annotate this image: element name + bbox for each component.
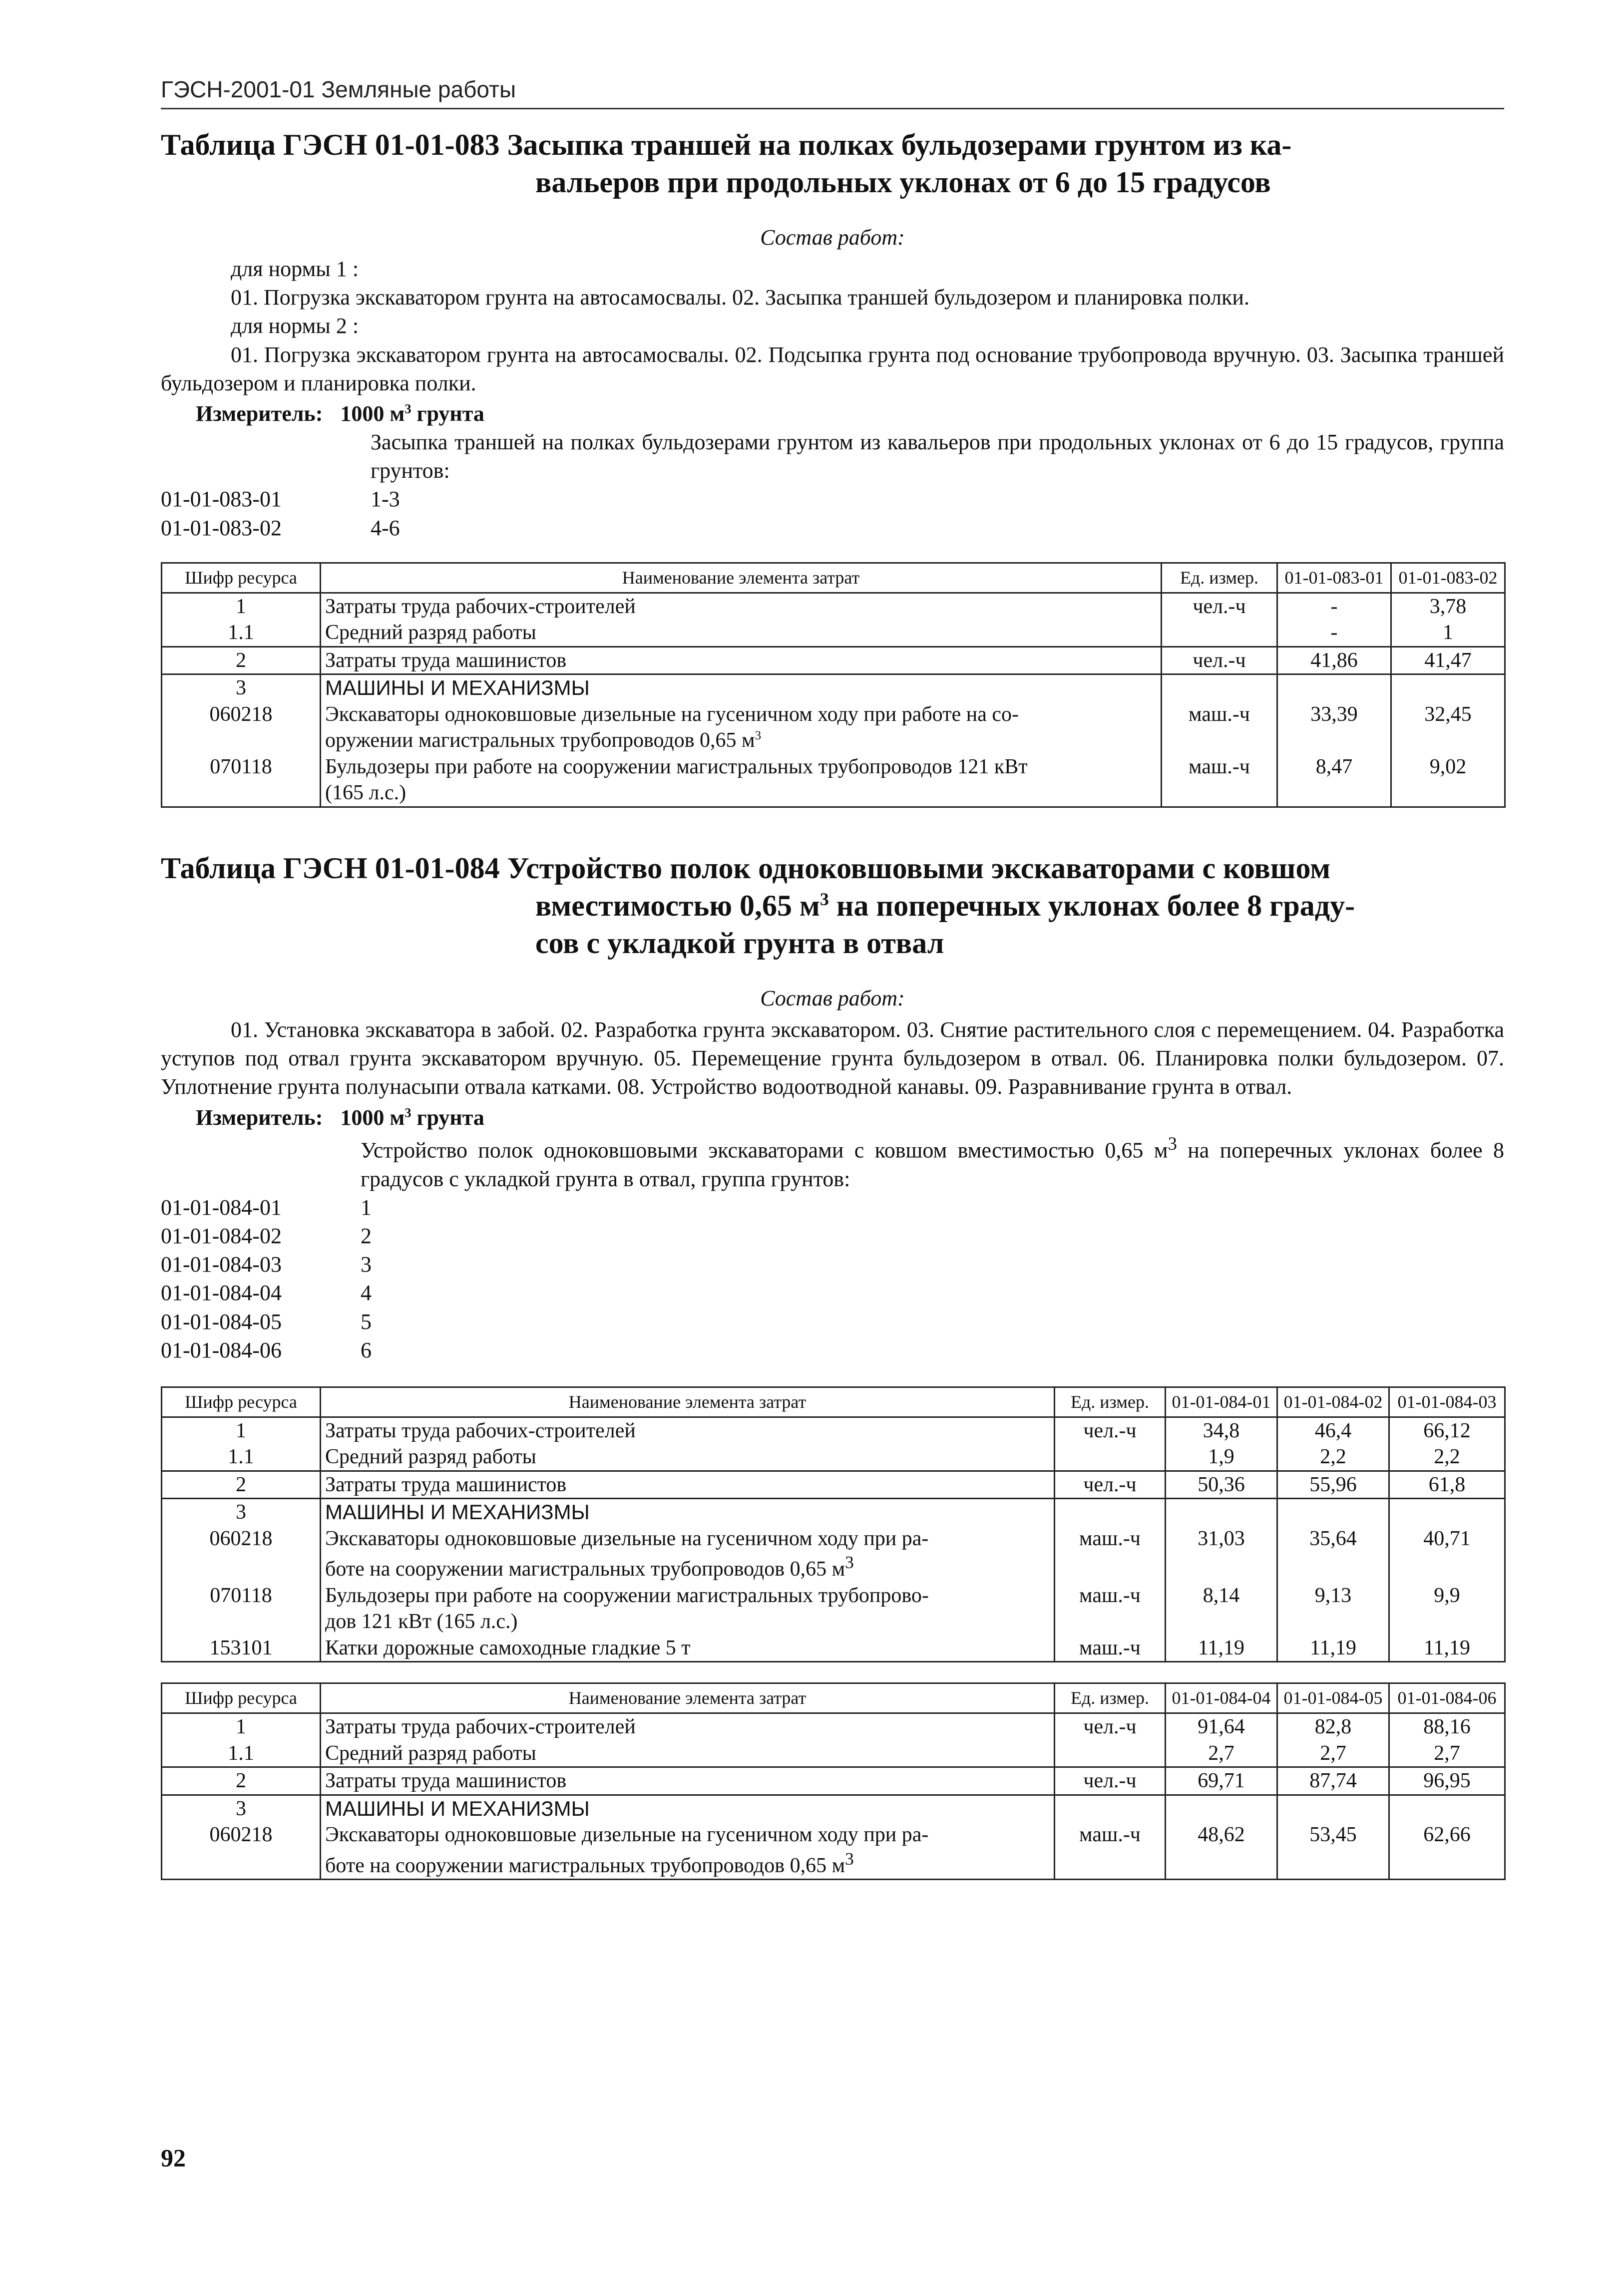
cell-code: 1.1 <box>162 1740 321 1767</box>
table-row <box>162 647 1505 674</box>
cell-code: 1.1 <box>162 620 321 647</box>
norm-code: 01-01-084-05 <box>161 1309 282 1334</box>
code-row <box>161 1279 1504 1307</box>
norm-code: 01-01-083-01 <box>161 487 282 512</box>
norm1-label: для нормы 1 : <box>231 256 359 281</box>
cell-value: 34,8 <box>1166 1417 1277 1444</box>
cell-unit: чел.-ч <box>1055 1417 1166 1444</box>
measurer-value: 1000 м <box>340 1105 405 1130</box>
cell-unit: чел.-ч <box>1162 647 1277 674</box>
col-header-norm: 01-01-084-05 <box>1277 1683 1389 1713</box>
cell-unit: маш.-ч <box>1055 1526 1166 1583</box>
table-084-title-line2b: на поперечных уклонах более 8 граду- <box>828 889 1355 922</box>
cell-code: 060218 <box>162 1526 321 1583</box>
cell-name-sup: 3 <box>755 729 762 743</box>
col-header-norm: 01-01-084-04 <box>1166 1683 1277 1713</box>
table-row <box>162 701 1505 754</box>
cell-value: 50,36 <box>1166 1471 1277 1499</box>
norm-code: 01-01-084-02 <box>161 1224 282 1249</box>
cell-value: - <box>1277 593 1391 620</box>
cell-value: 55,96 <box>1277 1471 1389 1499</box>
cell-value: 2,2 <box>1389 1444 1505 1471</box>
cell-section-heading: МАШИНЫ И МЕХАНИЗМЫ <box>321 1499 1055 1526</box>
cell-code: 070118 <box>162 754 321 807</box>
cell-name-line1: Бульдозеры при работе на сооружении магистральных трубопрово- <box>325 1584 929 1607</box>
intro-084-a: Устройство полок одноковшовыми экскаваторами с ковшом вместимостью 0,65 м <box>361 1138 1168 1163</box>
table-row <box>162 1526 1505 1583</box>
col-header-norm: 01-01-084-06 <box>1389 1683 1505 1713</box>
cell-value: 11,19 <box>1277 1635 1389 1662</box>
cell-name: Затраты труда машинистов <box>321 1471 1055 1499</box>
col-header-code: Шифр ресурса <box>162 1387 321 1417</box>
table-header-row <box>162 563 1505 593</box>
cell-code: 1 <box>162 593 321 620</box>
table-row <box>162 1583 1505 1635</box>
cell-section-heading: МАШИНЫ И МЕХАНИЗМЫ <box>321 1795 1055 1822</box>
measurer-083 <box>161 399 1504 428</box>
table-084-title-line2a: вместимостью 0,65 м <box>535 889 820 922</box>
cell-name: Средний разряд работы <box>321 1444 1055 1471</box>
page-number: 92 <box>161 2144 186 2172</box>
cell-name <box>321 754 1162 807</box>
cell-code: 070118 <box>162 1583 321 1635</box>
sostav-text-084: 01. Установка экскаватора в забой. 02. Разработка грунта экскаватором. 03. Снятие растительного слоя с перемещением. 04. Разработка уступов под отвал грунта экскаватором вручную. 05. Перемещение грунта бульдозером в отвал. 06. Планировка полки бульдозером. 07. Уплотнение грунта полунасыпи отвала катками. 08. Устройство водоотводной канавы. 09. Разравнивание грунта в отвал. <box>161 1017 1504 1099</box>
table-row <box>162 1795 1505 1822</box>
table-084-title-line2 <box>161 887 1504 925</box>
cell-value: 9,13 <box>1277 1583 1389 1635</box>
cell-value: 66,12 <box>1389 1417 1505 1444</box>
measurer-sup: 3 <box>405 401 411 416</box>
table-header-row <box>162 1387 1505 1417</box>
cell-value: 91,64 <box>1166 1713 1277 1740</box>
cell-name: Катки дорожные самоходные гладкие 5 т <box>321 1635 1055 1662</box>
soil-group: 4 <box>361 1281 372 1306</box>
cell-section-heading: МАШИНЫ И МЕХАНИЗМЫ <box>321 674 1162 701</box>
resource-table-084-b <box>161 1682 1506 1880</box>
table-083-title-line2: вальеров при продольных уклонах от 6 до 15 градусов <box>535 165 1271 199</box>
cell-value: 2,7 <box>1277 1740 1389 1767</box>
sostav-label-083: Состав работ: <box>760 225 905 250</box>
cell-value: 69,71 <box>1166 1767 1277 1795</box>
table-row <box>162 1444 1505 1471</box>
code-row <box>161 485 1504 513</box>
table-083-title <box>161 126 1504 201</box>
table-083-title-line1: Таблица ГЭСН 01-01-083 Засыпка траншей на полках бульдозерами грунтом из ка- <box>161 128 1292 161</box>
cell-name <box>321 1526 1055 1583</box>
cell-value: 9,02 <box>1391 754 1505 807</box>
cell-name <box>321 701 1162 754</box>
cell-code: 153101 <box>162 1635 321 1662</box>
norm2-text: 01. Погрузка экскаватором грунта на автосамосвалы. 02. Подсыпка грунта под основание трубопровода вручную. 03. Засыпка траншей бульдозером и планировка полки. <box>161 342 1504 395</box>
cell-unit <box>1055 1444 1166 1471</box>
cell-name: Затраты труда рабочих-строителей <box>321 593 1162 620</box>
cell-value: 40,71 <box>1389 1526 1505 1583</box>
code-row <box>161 1308 1504 1336</box>
cell-unit <box>1162 620 1277 647</box>
intro-084-b: на поперечных уклонах более 8 градусов с укладкой грунта в отвал, группа грунтов: <box>361 1138 1505 1191</box>
cell-name-line2: боте на сооружении магистральных трубопроводов 0,65 м <box>325 1854 845 1877</box>
col-header-norm: 01-01-084-01 <box>1166 1387 1277 1417</box>
cell-code: 1 <box>162 1713 321 1740</box>
measurer-unit: грунта <box>416 401 484 426</box>
cell-name-line1: Экскаваторы одноковшовые дизельные на гусеничном ходу при ра- <box>325 1527 929 1550</box>
table-row <box>162 1499 1505 1526</box>
col-header-norm: 01-01-084-03 <box>1389 1387 1505 1417</box>
cell-code: 060218 <box>162 701 321 754</box>
cell-name-line1: Бульдозеры при работе на сооружении магистральных трубопроводов 121 кВт <box>325 755 1028 778</box>
cell-value: 2,2 <box>1277 1444 1389 1471</box>
cell-value: 11,19 <box>1166 1635 1277 1662</box>
intro-084-sup: 3 <box>1168 1133 1177 1154</box>
table-header-row <box>162 1683 1505 1713</box>
cell-code: 3 <box>162 674 321 701</box>
norm-code: 01-01-083-02 <box>161 515 282 540</box>
table-row <box>162 620 1505 647</box>
code-row <box>161 1336 1504 1364</box>
measurer-sup: 3 <box>405 1104 411 1120</box>
cell-code: 3 <box>162 1795 321 1822</box>
code-row <box>161 1250 1504 1279</box>
soil-group: 4-6 <box>371 515 400 540</box>
measurer-label: Измеритель: <box>196 1105 323 1130</box>
norm-code: 01-01-084-03 <box>161 1252 282 1277</box>
cell-name-line2: оружении магистральных трубопроводов 0,65 м <box>325 729 755 752</box>
cell-unit: маш.-ч <box>1055 1822 1166 1880</box>
code-row <box>161 1222 1504 1250</box>
cell-value: 48,62 <box>1166 1822 1277 1880</box>
cell-value: 46,4 <box>1277 1417 1389 1444</box>
table-row <box>162 1471 1505 1499</box>
table-row <box>162 1822 1505 1880</box>
cell-value: 61,8 <box>1389 1471 1505 1499</box>
table-084-title <box>161 850 1504 962</box>
norm2-label: для нормы 2 : <box>231 314 359 338</box>
table-row <box>162 1767 1505 1795</box>
cell-value: 96,95 <box>1389 1767 1505 1795</box>
col-header-unit: Ед. измер. <box>1055 1683 1166 1713</box>
cell-value: 82,8 <box>1277 1713 1389 1740</box>
cell-value: 2,7 <box>1166 1740 1277 1767</box>
table-row <box>162 1713 1505 1740</box>
soil-group: 1 <box>361 1195 372 1220</box>
intro-083: Засыпка траншей на полках бульдозерами грунтом из кавальеров при продольных уклонах от 6 до 15 градусов, группа грунтов: <box>371 430 1504 483</box>
norm-code: 01-01-084-01 <box>161 1195 282 1220</box>
col-header-name: Наименование элемента затрат <box>321 1387 1055 1417</box>
table-row <box>162 674 1505 701</box>
cell-name-line2: боте на сооружении магистральных трубопроводов 0,65 м <box>325 1558 845 1581</box>
cell-value: 11,19 <box>1389 1635 1505 1662</box>
cell-value: 62,66 <box>1389 1822 1505 1880</box>
resource-table-084-a <box>161 1386 1506 1663</box>
cell-name-line2: (165 л.с.) <box>325 781 406 805</box>
cell-name-line2: дов 121 кВт (165 л.с.) <box>325 1610 518 1634</box>
cell-value: 1,9 <box>1166 1444 1277 1471</box>
soil-group: 1-3 <box>371 487 400 512</box>
col-header-norm: 01-01-084-02 <box>1277 1387 1389 1417</box>
intro-084 <box>361 1132 1504 1193</box>
cell-unit: чел.-ч <box>1162 593 1277 620</box>
measurer-084 <box>161 1103 1504 1132</box>
cell-code: 060218 <box>162 1822 321 1880</box>
norm1-text: 01. Погрузка экскаватором грунта на автосамосвалы. 02. Засыпка траншей бульдозером и планировка полки. <box>231 285 1249 310</box>
col-header-unit: Ед. измер. <box>1055 1387 1166 1417</box>
cell-name <box>321 1583 1055 1635</box>
table-084-title-sup: 3 <box>819 889 829 909</box>
cell-value: 41,47 <box>1391 647 1505 674</box>
soil-group: 6 <box>361 1337 372 1362</box>
cell-name-sup: 3 <box>845 1849 854 1869</box>
cell-name: Затраты труда рабочих-строителей <box>321 1713 1055 1740</box>
cell-code: 1.1 <box>162 1444 321 1471</box>
col-header-code: Шифр ресурса <box>162 563 321 593</box>
cell-name: Средний разряд работы <box>321 620 1162 647</box>
code-list-083 <box>161 485 1504 542</box>
cell-value: 3,78 <box>1391 593 1505 620</box>
table-084-title-line1: Таблица ГЭСН 01-01-084 Устройство полок одноковшовыми экскаваторами с ковшом <box>161 851 1331 885</box>
col-header-unit: Ед. измер. <box>1162 563 1277 593</box>
resource-table-083 <box>161 562 1506 808</box>
code-row <box>161 514 1504 542</box>
table-row <box>162 1417 1505 1444</box>
cell-name: Средний разряд работы <box>321 1740 1055 1767</box>
code-row <box>161 1193 1504 1222</box>
cell-name: Затраты труда машинистов <box>321 647 1162 674</box>
cell-name-line1: Экскаваторы одноковшовые дизельные на гусеничном ходу при работе на со- <box>325 702 1019 726</box>
measurer-unit: грунта <box>416 1105 484 1130</box>
cell-value: 31,03 <box>1166 1526 1277 1583</box>
cell-value: 33,39 <box>1277 701 1391 754</box>
table-row <box>162 593 1505 620</box>
cell-value: 8,47 <box>1277 754 1391 807</box>
cell-value: - <box>1277 620 1391 647</box>
cell-value: 53,45 <box>1277 1822 1389 1880</box>
cell-unit: чел.-ч <box>1055 1767 1166 1795</box>
cell-unit: маш.-ч <box>1055 1583 1166 1635</box>
soil-group: 5 <box>361 1309 372 1334</box>
table-084-title-line3: сов с укладкой грунта в отвал <box>535 926 944 960</box>
document-page <box>161 75 1504 1880</box>
cell-unit <box>1055 1740 1166 1767</box>
col-header-name: Наименование элемента затрат <box>321 563 1162 593</box>
cell-value: 41,86 <box>1277 647 1391 674</box>
col-header-code: Шифр ресурса <box>162 1683 321 1713</box>
cell-unit: маш.-ч <box>1055 1635 1166 1662</box>
cell-code: 2 <box>162 1471 321 1499</box>
norm-code: 01-01-084-04 <box>161 1281 282 1306</box>
cell-name: Затраты труда рабочих-строителей <box>321 1417 1055 1444</box>
cell-code: 2 <box>162 647 321 674</box>
table-row <box>162 1635 1505 1662</box>
cell-unit: чел.-ч <box>1055 1471 1166 1499</box>
cell-value: 32,45 <box>1391 701 1505 754</box>
col-header-norm: 01-01-083-02 <box>1391 563 1505 593</box>
cell-value: 1 <box>1391 620 1505 647</box>
cell-name <box>321 1822 1055 1880</box>
cell-value: 87,74 <box>1277 1767 1389 1795</box>
measurer-value: 1000 м <box>340 401 405 426</box>
cell-name-sup: 3 <box>845 1553 854 1573</box>
norm-code: 01-01-084-06 <box>161 1337 282 1362</box>
sostav-label-084: Состав работ: <box>760 985 905 1010</box>
cell-name-line1: Экскаваторы одноковшовые дизельные на гусеничном ходу при ра- <box>325 1823 929 1847</box>
col-header-norm: 01-01-083-01 <box>1277 563 1391 593</box>
cell-code: 2 <box>162 1767 321 1795</box>
table-row <box>162 754 1505 807</box>
cell-value: 35,64 <box>1277 1526 1389 1583</box>
soil-group: 3 <box>361 1252 372 1277</box>
cell-value: 88,16 <box>1389 1713 1505 1740</box>
soil-group: 2 <box>361 1224 372 1249</box>
cell-code: 3 <box>162 1499 321 1526</box>
col-header-name: Наименование элемента затрат <box>321 1683 1055 1713</box>
cell-name: Затраты труда машинистов <box>321 1767 1055 1795</box>
code-list-084 <box>161 1193 1504 1364</box>
cell-unit: маш.-ч <box>1162 701 1277 754</box>
cell-unit: маш.-ч <box>1162 754 1277 807</box>
cell-value: 2,7 <box>1389 1740 1505 1767</box>
cell-value: 9,9 <box>1389 1583 1505 1635</box>
running-header: ГЭСН-2001-01 Земляные работы <box>161 75 1504 109</box>
cell-value: 8,14 <box>1166 1583 1277 1635</box>
cell-unit: чел.-ч <box>1055 1713 1166 1740</box>
measurer-label: Измеритель: <box>196 401 323 426</box>
table-row <box>162 1740 1505 1767</box>
cell-code: 1 <box>162 1417 321 1444</box>
